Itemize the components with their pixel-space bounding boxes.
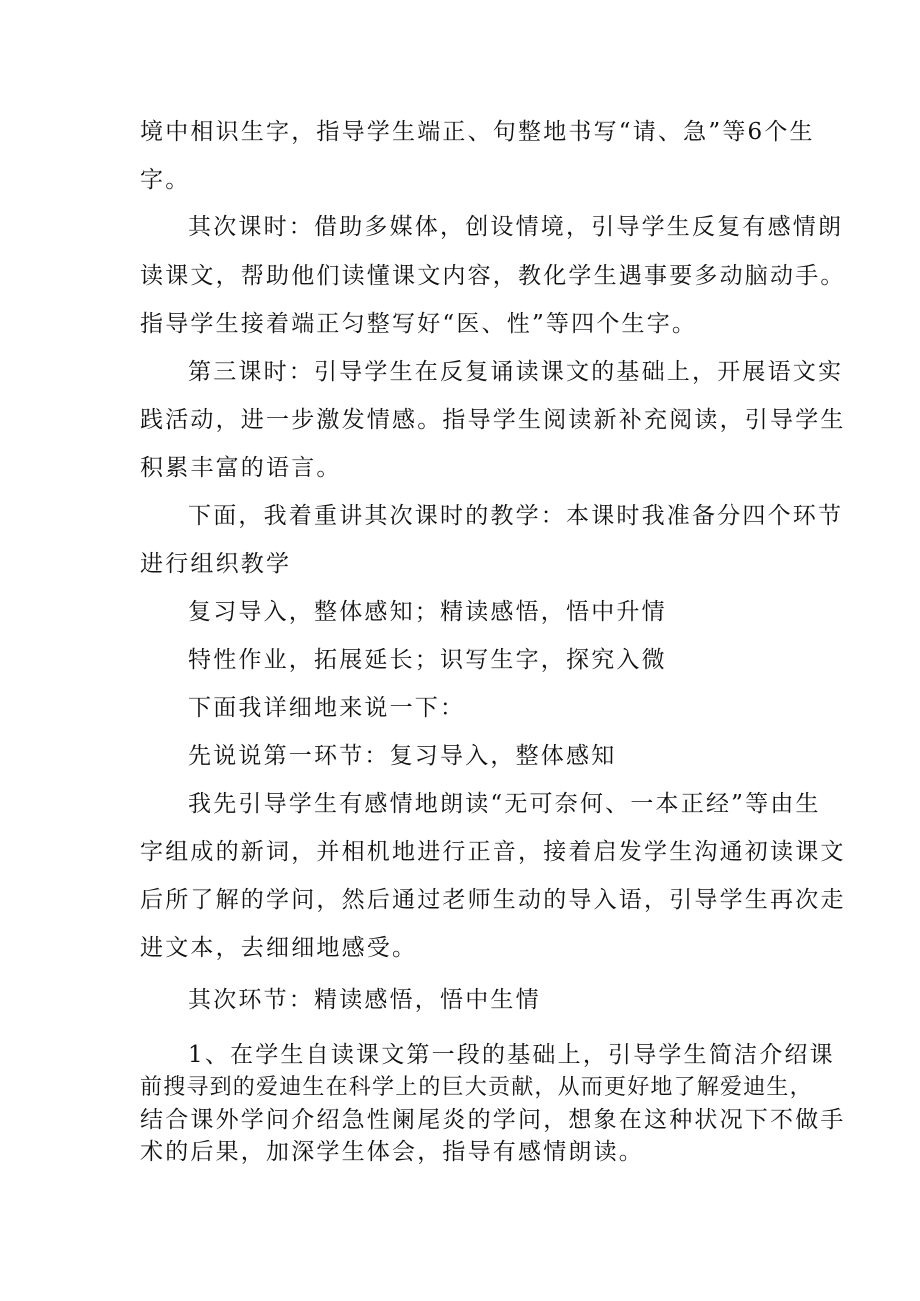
- paragraph-line: 复习导入，整体感知；精读感悟，悟中升情: [188, 599, 667, 625]
- text-line: 进行组织教学: [140, 551, 292, 577]
- text-line: 读课文，帮助他们读懂课文内容，教化学生遇事要多动脑动手。: [140, 263, 846, 289]
- text-line: 前搜寻到的爱迪生在科学上的巨大贡献，从而更好地了解爱迪生，: [140, 1075, 813, 1100]
- paragraph-start: 其次课时：借助多媒体，创设情境，引导学生反复有感情朗: [188, 214, 844, 240]
- text-line: 践活动，进一步激发情感。指导学生阅读新补充阅读，引导学生: [140, 407, 846, 433]
- section-heading: 先说说第一环节：复习导入，整体感知: [188, 743, 617, 769]
- text-line: 后所了解的学问，然后通过老师生动的导入语，引导学生再次走: [140, 887, 846, 913]
- text-line: 字。: [140, 167, 191, 193]
- text-line: 境中相识生字，指导学生端正、句整地书写“请、急”等6个生: [140, 119, 815, 145]
- paragraph-start: 第三课时：引导学生在反复诵读课文的基础上，开展语文实: [188, 359, 844, 385]
- paragraph-line: 特性作业，拓展延长；识写生字，探究入微: [188, 647, 667, 673]
- section-heading: 其次环节：精读感悟，悟中生情: [188, 987, 541, 1013]
- paragraph-start: 我先引导学生有感情地朗读“无可奈何、一本正经”等由生: [188, 791, 821, 817]
- text-line: 结合课外学问介绍急性阑尾炎的学问，想象在这种状况下不做手: [140, 1107, 846, 1133]
- text-line: 字组成的新词，并相机地进行正音，接着启发学生沟通初读课文: [140, 839, 846, 865]
- paragraph-line: 下面我详细地来说一下：: [188, 695, 466, 721]
- text-line: 术的后果，加深学生体会，指导有感情朗读。: [140, 1139, 644, 1165]
- paragraph-start: 下面，我着重讲其次课时的教学：本课时我准备分四个环节: [188, 503, 844, 529]
- paragraph-start: 1、在学生自读课文第一段的基础上，引导学生简洁介绍课: [188, 1042, 835, 1068]
- text-line: 指导学生接着端正匀整写好“医、性”等四个生字。: [140, 311, 698, 337]
- text-line: 进文本，去细细地感受。: [140, 935, 418, 961]
- text-line: 积累丰富的语言。: [140, 455, 342, 481]
